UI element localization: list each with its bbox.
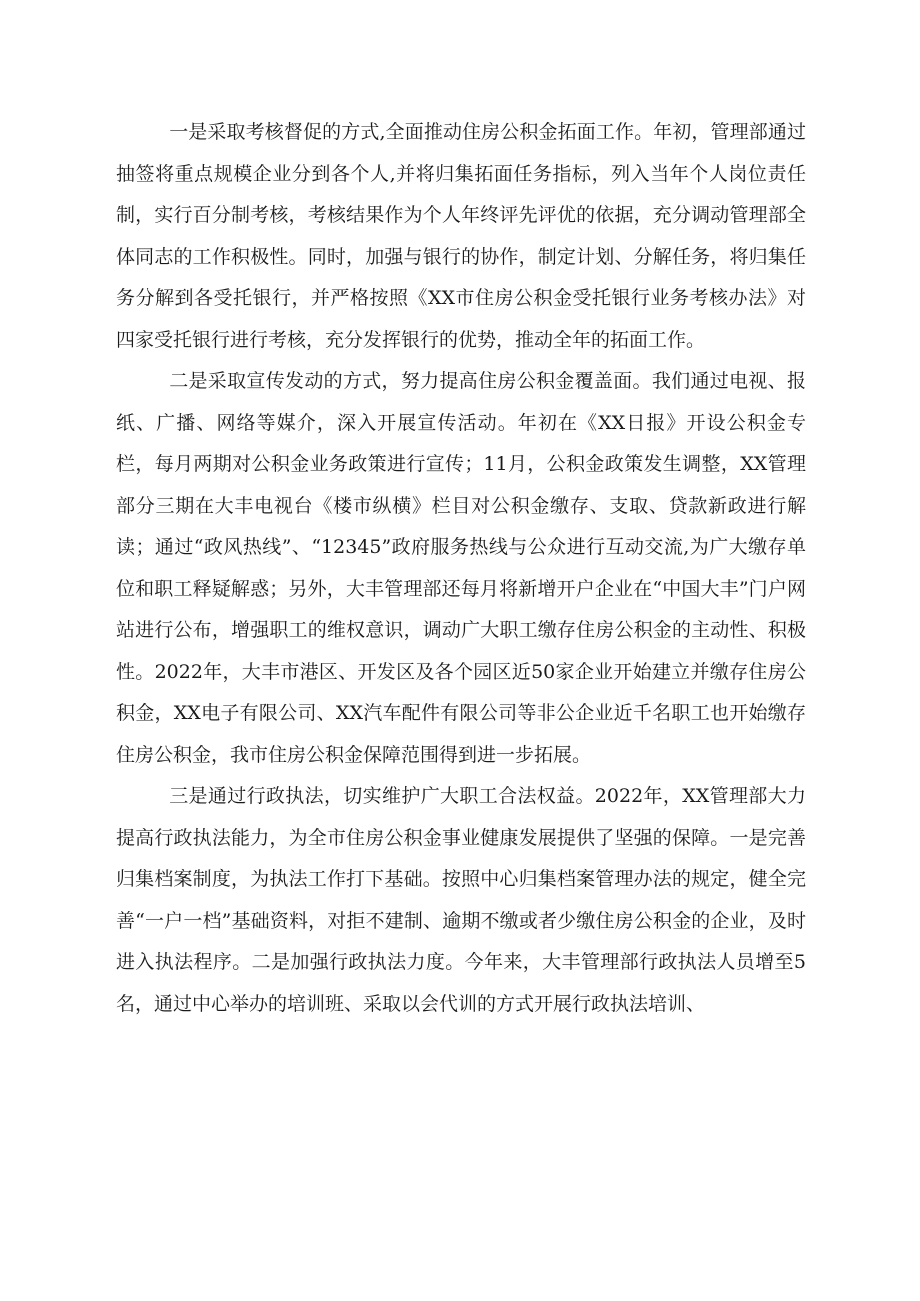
paragraph-2: 二是采取宣传发动的方式，努力提高住房公积金覆盖面。我们通过电视、报纸、广播、网络等媒介，深入开展宣传活动。年初在《XX日报》开设公积金专栏，每月两期对公积金业务政策进行宣传；11月，公积金政策发生调整，XX管理部分三期在大丰电视台《楼市纵横》栏目对公积金缴存、支取、贷款新政进行解读；通过“政风热线”、“12345”政府服务热线与公众进行互动交流,为广大缴存单位和职工释疑解惑；另外，大丰管理部还每月将新增开户企业在“中国大丰”门户网站进行公布，增强职工的维权意识，调动广大职工缴存住房公积金的主动性、积极性。2022年，大丰市港区、开发区及各个园区近50家企业开始建立并缴存住房公积金，XX电子有限公司、XX汽车配件有限公司等非公企业近千名职工也开始缴存住房公积金，我市住房公积金保障范围得到进一步拓展。 xyxy=(116,370,806,766)
paragraph-1: 一是采取考核督促的方式,全面推动住房公积金拓面工作。年初，管理部通过抽签将重点规模企业分到各个人,并将归集拓面任务指标，列入当年个人岗位责任制，实行百分制考核，考核结果作为个人年终评先评优的依据，充分调动管理部全体同志的工作积极性。同时，加强与银行的协作，制定计划、分解任务，将归集任务分解到各受托银行，并严格按照《XX市住房公积金受托银行业务考核办法》对四家受托银行进行考核，充分发挥银行的优势，推动全年的拓面工作。 xyxy=(116,121,806,351)
paragraph-3: 三是通过行政执法，切实维护广大职工合法权益。2022年，XX管理部大力提高行政执法能力，为全市住房公积金事业健康发展提供了坚强的保障。一是完善归集档案制度，为执法工作打下基础。按照中心归集档案管理办法的规定，健全完善“一户一档”基础资料，对拒不建制、逾期不缴或者少缴住房公积金的企业，及时进入执法程序。二是加强行政执法力度。今年来，大丰管理部行政执法人员增至5名，通过中心举办的培训班、采取以会代训的方式开展行政执法培训、 xyxy=(116,785,806,1015)
document-body xyxy=(116,112,806,1025)
